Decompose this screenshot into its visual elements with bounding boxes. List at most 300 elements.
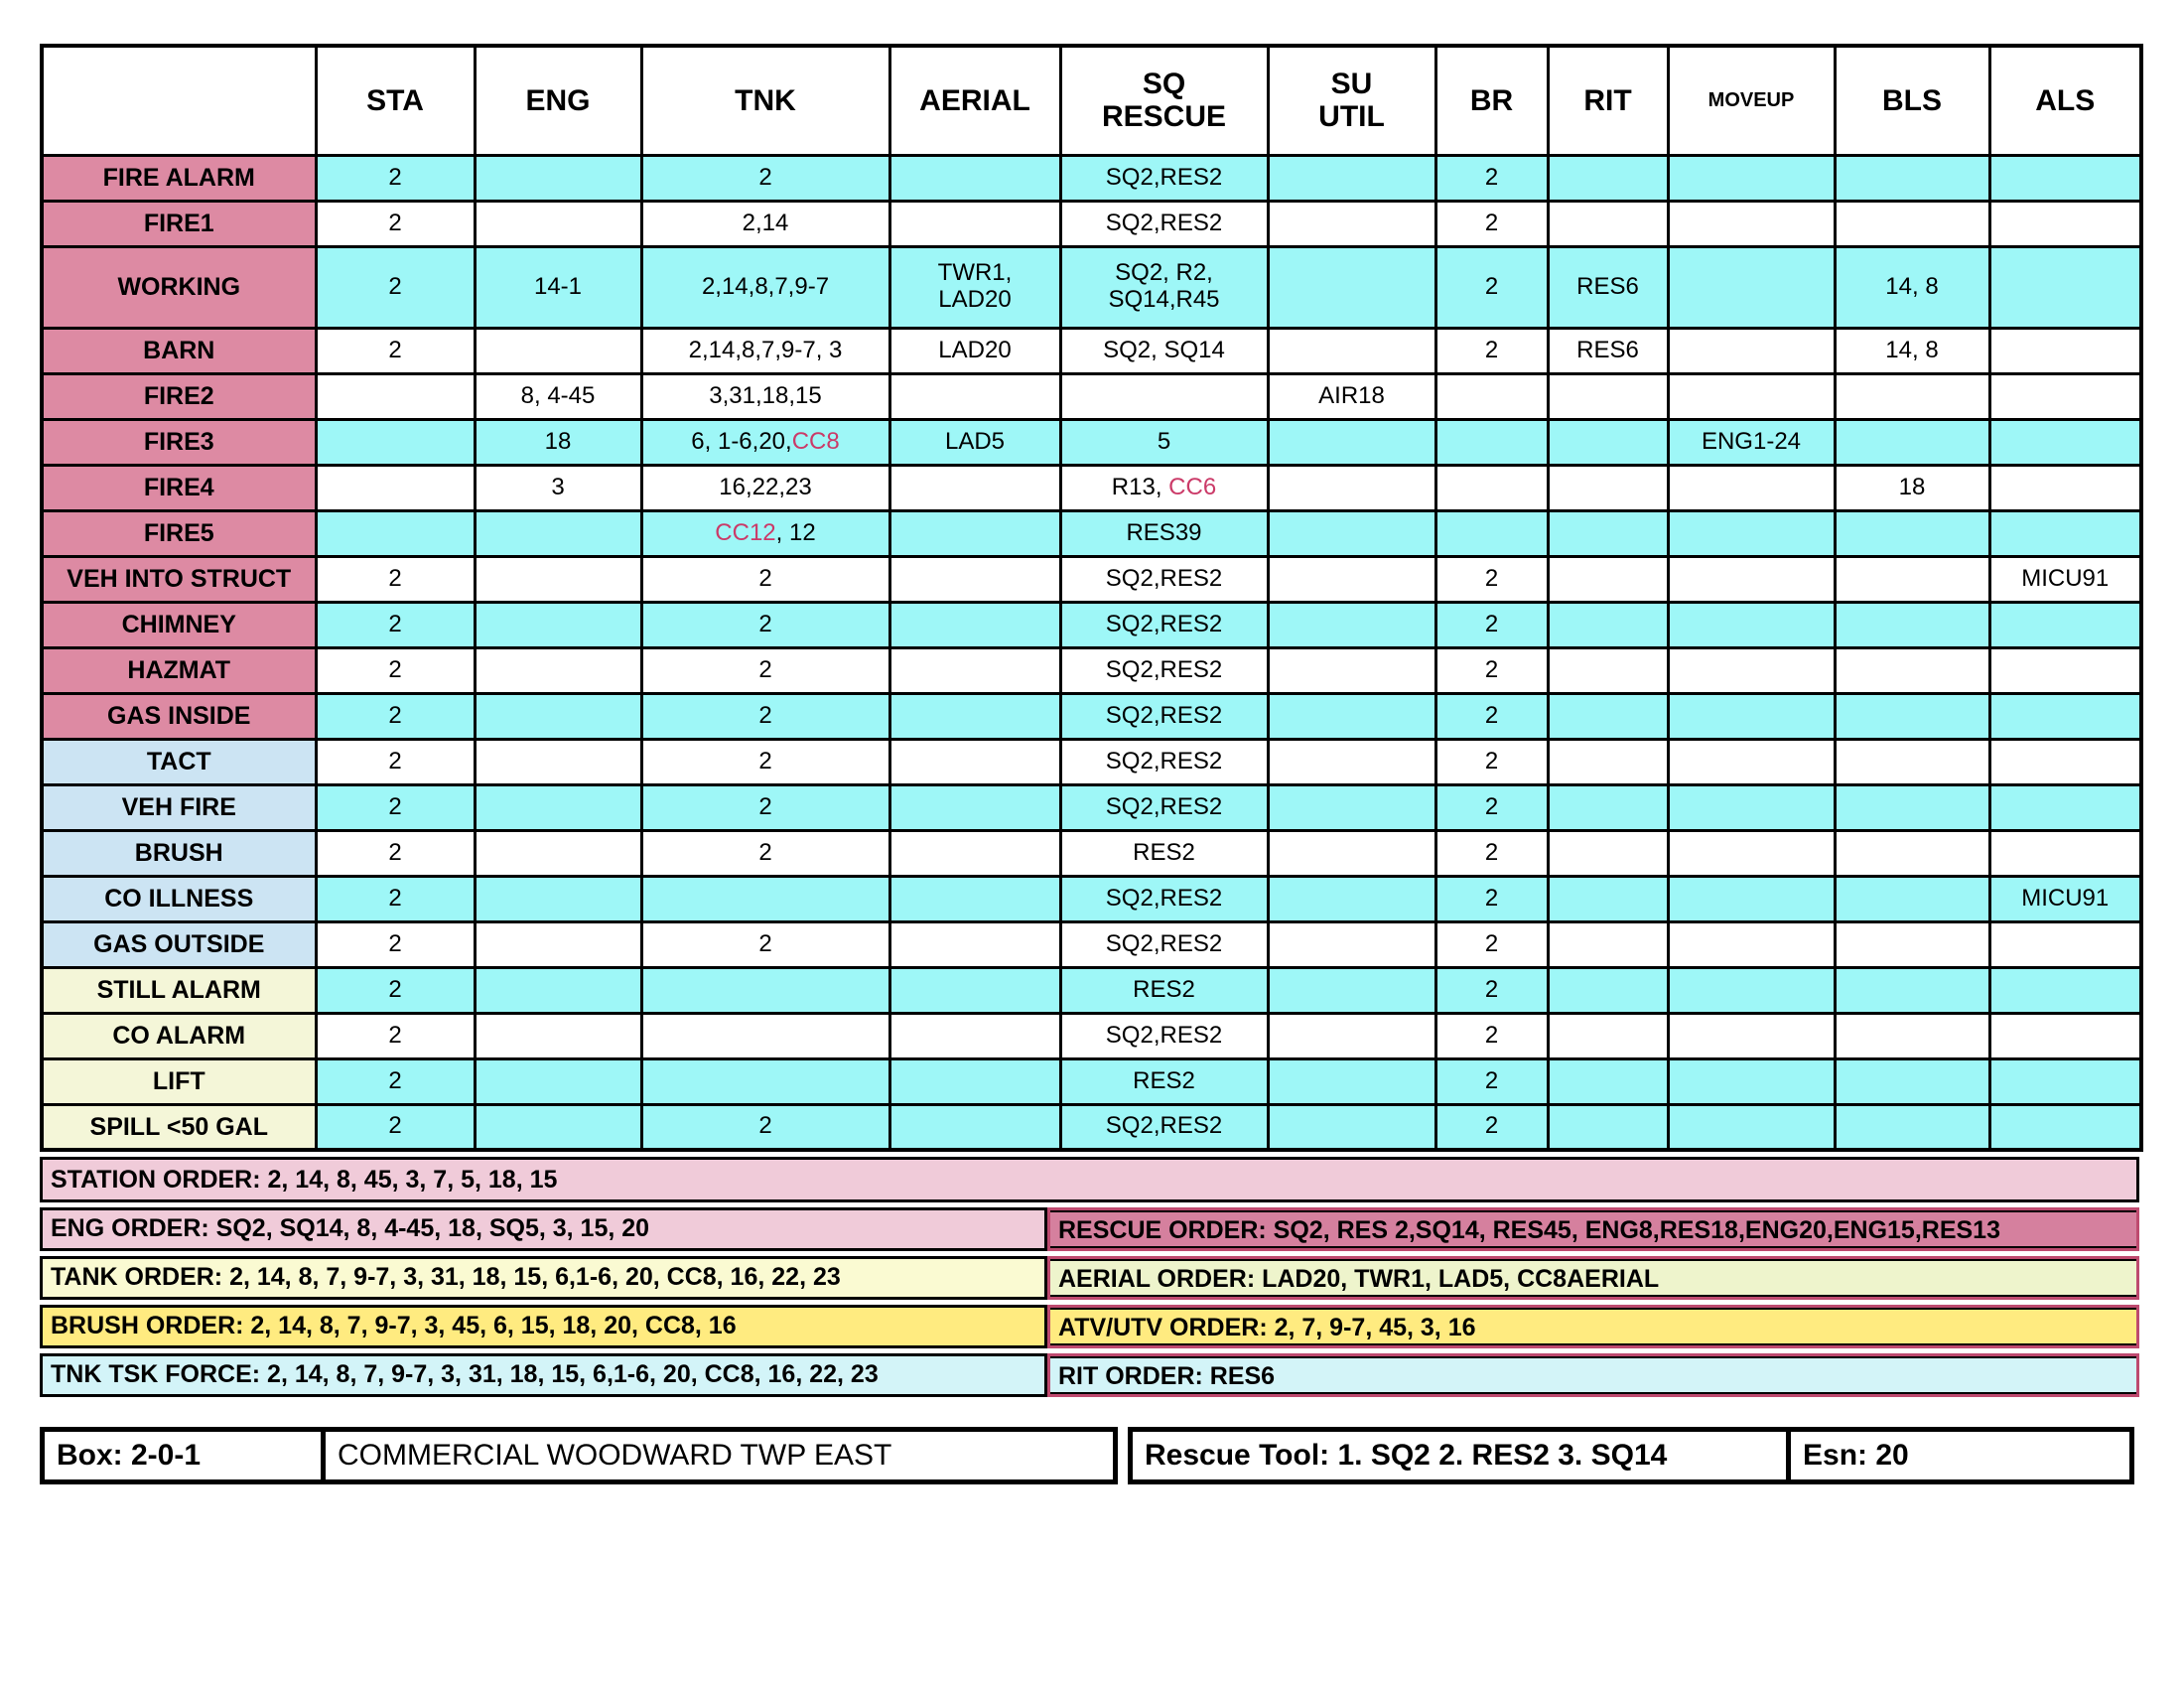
grid-cell xyxy=(1268,739,1435,784)
grid-cell: 2 xyxy=(1435,1013,1548,1058)
grid-cell: ENG1-24 xyxy=(1668,419,1835,465)
accent-unit-text: CC8 xyxy=(791,427,840,455)
grid-cell xyxy=(1668,921,1835,967)
grid-cell: 2 xyxy=(316,647,475,693)
grid-cell: 5 xyxy=(1060,419,1268,465)
grid-cell xyxy=(889,1058,1060,1104)
grid-cell: SQ2,RES2 xyxy=(1060,647,1268,693)
grid-cell xyxy=(1989,328,2141,373)
table-row xyxy=(42,155,2141,201)
grid-cell xyxy=(1835,1058,1989,1104)
row-label: STILL ALARM xyxy=(42,967,316,1013)
grid-cell: 2 xyxy=(1435,602,1548,647)
grid-cell xyxy=(475,784,641,830)
grid-cell xyxy=(1989,465,2141,510)
grid-cell xyxy=(1835,784,1989,830)
grid-cell: MICU91 xyxy=(1989,876,2141,921)
grid-cell: 2 xyxy=(1435,246,1548,328)
grid-cell xyxy=(641,967,889,1013)
column-header-eng: ENG xyxy=(475,46,641,155)
grid-cell: 14-1 xyxy=(475,246,641,328)
grid-cell: 2 xyxy=(1435,739,1548,784)
runcard-table xyxy=(40,44,2143,1152)
grid-cell xyxy=(475,1104,641,1150)
table-row xyxy=(42,967,2141,1013)
grid-cell xyxy=(1835,921,1989,967)
grid-cell: 2 xyxy=(641,1104,889,1150)
grid-cell xyxy=(1268,1104,1435,1150)
grid-cell xyxy=(1835,739,1989,784)
grid-cell xyxy=(641,876,889,921)
grid-cell: 2 xyxy=(316,693,475,739)
row-label: CO ALARM xyxy=(42,1013,316,1058)
order-row: ENG ORDER: SQ2, SQ14, 8, 4-45, 18, SQ5, 3, 15, 20 xyxy=(40,1207,1047,1251)
grid-cell xyxy=(1548,155,1668,201)
grid-cell xyxy=(475,876,641,921)
grid-cell xyxy=(889,465,1060,510)
grid-cell xyxy=(475,556,641,602)
row-label: FIRE1 xyxy=(42,201,316,246)
grid-cell: 2 xyxy=(1435,201,1548,246)
grid-cell: RES6 xyxy=(1548,328,1668,373)
table-row xyxy=(42,693,2141,739)
grid-cell xyxy=(475,647,641,693)
unit-text: R13, xyxy=(1111,473,1169,500)
grid-cell xyxy=(1268,465,1435,510)
grid-cell xyxy=(1989,1013,2141,1058)
grid-cell xyxy=(1668,876,1835,921)
grid-cell xyxy=(1835,1104,1989,1150)
grid-cell xyxy=(1268,328,1435,373)
table-row xyxy=(42,465,2141,510)
grid-cell xyxy=(1668,373,1835,419)
orders-section xyxy=(40,1202,2139,1397)
grid-cell xyxy=(1668,1013,1835,1058)
grid-cell xyxy=(1268,876,1435,921)
table-row xyxy=(42,201,2141,246)
grid-cell: 2 xyxy=(1435,1058,1548,1104)
grid-cell: 2 xyxy=(1435,830,1548,876)
grid-cell xyxy=(1548,1058,1668,1104)
grid-cell: SQ2,RES2 xyxy=(1060,1013,1268,1058)
column-header-bls: BLS xyxy=(1835,46,1989,155)
grid-cell: RES2 xyxy=(1060,830,1268,876)
grid-cell: SQ2,RES2 xyxy=(1060,556,1268,602)
table-row xyxy=(42,830,2141,876)
grid-cell: 16,22,23 xyxy=(641,465,889,510)
column-header-sq-rescue: SQ RESCUE xyxy=(1060,46,1268,155)
grid-cell xyxy=(475,693,641,739)
table-header xyxy=(42,46,2141,155)
grid-cell: SQ2,RES2 xyxy=(1060,602,1268,647)
grid-cell: 2 xyxy=(316,876,475,921)
grid-cell xyxy=(1668,201,1835,246)
grid-cell xyxy=(889,876,1060,921)
grid-cell xyxy=(1548,510,1668,556)
grid-cell: SQ2, SQ14 xyxy=(1060,328,1268,373)
grid-cell xyxy=(889,510,1060,556)
row-label: FIRE2 xyxy=(42,373,316,419)
grid-cell xyxy=(889,739,1060,784)
grid-cell: 8, 4-45 xyxy=(475,373,641,419)
table-row xyxy=(42,328,2141,373)
grid-cell: 2 xyxy=(1435,556,1548,602)
row-label: CO ILLNESS xyxy=(42,876,316,921)
rescue-tool-order: Rescue Tool: 1. SQ2 2. RES2 3. SQ14 xyxy=(1128,1427,1791,1484)
grid-cell: 2,14,8,7,9-7, 3 xyxy=(641,328,889,373)
grid-cell: MICU91 xyxy=(1989,556,2141,602)
grid-cell: 2 xyxy=(316,155,475,201)
grid-cell xyxy=(1989,419,2141,465)
grid-cell xyxy=(1668,328,1835,373)
grid-cell xyxy=(1989,830,2141,876)
row-label: GAS INSIDE xyxy=(42,693,316,739)
grid-cell xyxy=(1835,967,1989,1013)
grid-cell xyxy=(1668,647,1835,693)
table-row xyxy=(42,647,2141,693)
order-row: ATV/UTV ORDER: 2, 7, 9-7, 45, 3, 16 xyxy=(1047,1305,2139,1348)
grid-cell xyxy=(475,1013,641,1058)
grid-cell xyxy=(1989,693,2141,739)
column-header-sta: STA xyxy=(316,46,475,155)
grid-cell xyxy=(1435,465,1548,510)
accent-unit-text: CC6 xyxy=(1168,473,1217,500)
grid-cell xyxy=(1548,465,1668,510)
table-body xyxy=(42,155,2141,1150)
grid-cell: 2 xyxy=(1435,693,1548,739)
grid-cell: 2 xyxy=(316,739,475,784)
row-label: CHIMNEY xyxy=(42,602,316,647)
grid-cell xyxy=(1989,739,2141,784)
grid-cell xyxy=(1060,465,1268,510)
grid-cell: 2 xyxy=(641,830,889,876)
grid-cell xyxy=(1668,510,1835,556)
grid-cell: 2,14,8,7,9-7 xyxy=(641,246,889,328)
grid-cell xyxy=(1835,419,1989,465)
grid-cell: RES2 xyxy=(1060,1058,1268,1104)
grid-cell xyxy=(316,419,475,465)
grid-cell: 2 xyxy=(1435,784,1548,830)
grid-cell: 2 xyxy=(1435,876,1548,921)
grid-cell xyxy=(1548,201,1668,246)
grid-cell xyxy=(1268,246,1435,328)
order-row: RESCUE ORDER: SQ2, RES 2,SQ14, RES45, ENG8,RES18,ENG20,ENG15,RES13 xyxy=(1047,1207,2139,1251)
order-row: TANK ORDER: 2, 14, 8, 7, 9-7, 3, 31, 18, 15, 6,1-6, 20, CC8, 16, 22, 23 xyxy=(40,1256,1047,1300)
grid-cell xyxy=(1548,784,1668,830)
grid-cell xyxy=(1835,201,1989,246)
grid-cell: 2 xyxy=(641,647,889,693)
grid-cell: 2 xyxy=(316,201,475,246)
grid-cell xyxy=(1060,373,1268,419)
corner-cell xyxy=(42,46,316,155)
station-order-text: STATION ORDER: 2, 14, 8, 45, 3, 7, 5, 18, 15 xyxy=(51,1166,558,1194)
grid-cell xyxy=(1548,830,1668,876)
grid-cell: RES6 xyxy=(1548,246,1668,328)
grid-cell xyxy=(1268,510,1435,556)
grid-cell xyxy=(475,510,641,556)
grid-cell: 2 xyxy=(1435,1104,1548,1150)
grid-cell: 18 xyxy=(475,419,641,465)
grid-cell xyxy=(475,830,641,876)
column-header-als: ALS xyxy=(1989,46,2141,155)
grid-cell: 2 xyxy=(1435,647,1548,693)
grid-cell: TWR1, LAD20 xyxy=(889,246,1060,328)
grid-cell xyxy=(1548,876,1668,921)
row-label: LIFT xyxy=(42,1058,316,1104)
grid-cell: 2 xyxy=(316,921,475,967)
grid-cell xyxy=(1668,693,1835,739)
grid-cell: LAD20 xyxy=(889,328,1060,373)
grid-cell xyxy=(1548,921,1668,967)
grid-cell xyxy=(641,1058,889,1104)
accent-unit-text: CC12 xyxy=(715,518,776,546)
grid-cell xyxy=(1989,967,2141,1013)
grid-cell xyxy=(475,328,641,373)
grid-cell xyxy=(1668,465,1835,510)
grid-cell xyxy=(1268,784,1435,830)
grid-cell xyxy=(1668,784,1835,830)
order-row: TNK TSK FORCE: 2, 14, 8, 7, 9-7, 3, 31, 18, 15, 6,1-6, 20, CC8, 16, 22, 23 xyxy=(40,1353,1047,1397)
grid-cell xyxy=(1268,921,1435,967)
grid-cell xyxy=(475,967,641,1013)
grid-cell: SQ2, R2, SQ14,R45 xyxy=(1060,246,1268,328)
grid-cell: 14, 8 xyxy=(1835,328,1989,373)
order-row: BRUSH ORDER: 2, 14, 8, 7, 9-7, 3, 45, 6, 15, 18, 20, CC8, 16 xyxy=(40,1305,1047,1348)
grid-cell: SQ2,RES2 xyxy=(1060,1104,1268,1150)
grid-cell: 2 xyxy=(1435,328,1548,373)
grid-cell xyxy=(1835,373,1989,419)
row-label: FIRE ALARM xyxy=(42,155,316,201)
column-header-tnk: TNK xyxy=(641,46,889,155)
grid-cell: 2 xyxy=(316,1013,475,1058)
grid-cell xyxy=(1668,1058,1835,1104)
grid-cell xyxy=(1835,556,1989,602)
grid-cell: 18 xyxy=(1835,465,1989,510)
grid-cell: 2 xyxy=(316,556,475,602)
grid-cell xyxy=(1668,830,1835,876)
row-label: FIRE5 xyxy=(42,510,316,556)
grid-cell: 2 xyxy=(641,602,889,647)
unit-text: , 12 xyxy=(775,518,816,546)
row-label: BARN xyxy=(42,328,316,373)
grid-cell xyxy=(316,373,475,419)
order-row: RIT ORDER: RES6 xyxy=(1047,1353,2139,1397)
grid-cell xyxy=(475,155,641,201)
grid-cell xyxy=(1989,921,2141,967)
grid-cell xyxy=(641,1013,889,1058)
table-row xyxy=(42,1013,2141,1058)
table-row xyxy=(42,602,2141,647)
table-row xyxy=(42,246,2141,328)
grid-cell xyxy=(889,830,1060,876)
grid-cell: 2,14 xyxy=(641,201,889,246)
grid-cell xyxy=(889,1013,1060,1058)
grid-cell: SQ2,RES2 xyxy=(1060,155,1268,201)
column-header-moveup: MOVEUP xyxy=(1668,46,1835,155)
grid-cell xyxy=(1548,602,1668,647)
grid-cell xyxy=(1668,602,1835,647)
esn-number: Esn: 20 xyxy=(1786,1427,2134,1484)
table-row xyxy=(42,373,2141,419)
grid-cell xyxy=(1435,419,1548,465)
grid-cell xyxy=(1989,201,2141,246)
grid-cell: 2 xyxy=(641,921,889,967)
grid-cell xyxy=(1989,246,2141,328)
grid-cell xyxy=(1268,1058,1435,1104)
grid-cell xyxy=(889,602,1060,647)
grid-cell: SQ2,RES2 xyxy=(1060,201,1268,246)
grid-cell: SQ2,RES2 xyxy=(1060,693,1268,739)
grid-cell xyxy=(1989,510,2141,556)
grid-cell: 2 xyxy=(316,246,475,328)
grid-cell xyxy=(1548,1104,1668,1150)
grid-cell: SQ2,RES2 xyxy=(1060,921,1268,967)
table-row xyxy=(42,739,2141,784)
grid-cell xyxy=(316,510,475,556)
grid-cell xyxy=(1835,1013,1989,1058)
grid-cell xyxy=(1989,647,2141,693)
grid-cell: 2 xyxy=(1435,921,1548,967)
grid-cell xyxy=(1835,647,1989,693)
box-location: COMMERCIAL WOODWARD TWP EAST xyxy=(321,1427,1118,1484)
orders-right-column xyxy=(1047,1202,2139,1397)
column-header-aerial: AERIAL xyxy=(889,46,1060,155)
grid-cell xyxy=(1268,419,1435,465)
grid-cell xyxy=(475,602,641,647)
grid-cell: 2 xyxy=(641,784,889,830)
grid-cell xyxy=(889,967,1060,1013)
grid-cell: RES39 xyxy=(1060,510,1268,556)
grid-cell xyxy=(1668,1104,1835,1150)
grid-cell xyxy=(1268,602,1435,647)
grid-cell: 3 xyxy=(475,465,641,510)
box-number: Box: 2-0-1 xyxy=(40,1427,326,1484)
grid-cell: 2 xyxy=(316,1058,475,1104)
grid-cell xyxy=(1989,373,2141,419)
grid-cell: SQ2,RES2 xyxy=(1060,876,1268,921)
grid-cell xyxy=(1548,419,1668,465)
row-label: TACT xyxy=(42,739,316,784)
grid-cell: 2 xyxy=(316,1104,475,1150)
row-label: SPILL <50 GAL xyxy=(42,1104,316,1150)
grid-cell xyxy=(889,784,1060,830)
row-label: GAS OUTSIDE xyxy=(42,921,316,967)
grid-cell xyxy=(1268,201,1435,246)
grid-cell xyxy=(889,693,1060,739)
grid-cell xyxy=(889,373,1060,419)
grid-cell: 2 xyxy=(1435,155,1548,201)
grid-cell xyxy=(1989,1104,2141,1150)
grid-cell xyxy=(1835,155,1989,201)
table-row xyxy=(42,556,2141,602)
row-label: WORKING xyxy=(42,246,316,328)
grid-cell xyxy=(1835,693,1989,739)
grid-cell xyxy=(475,1058,641,1104)
grid-cell: 2 xyxy=(316,967,475,1013)
grid-cell xyxy=(1668,246,1835,328)
column-header-su-util: SU UTIL xyxy=(1268,46,1435,155)
grid-cell: 2 xyxy=(316,830,475,876)
grid-cell xyxy=(889,155,1060,201)
grid-cell xyxy=(889,647,1060,693)
station-order-row xyxy=(40,1157,2139,1202)
order-row: AERIAL ORDER: LAD20, TWR1, LAD5, CC8AERIAL xyxy=(1047,1256,2139,1300)
grid-cell xyxy=(1835,510,1989,556)
grid-cell xyxy=(1435,510,1548,556)
grid-cell xyxy=(1835,602,1989,647)
grid-cell xyxy=(475,739,641,784)
table-row xyxy=(42,876,2141,921)
grid-cell xyxy=(1668,556,1835,602)
grid-cell xyxy=(889,201,1060,246)
grid-cell xyxy=(1548,693,1668,739)
grid-cell xyxy=(1548,967,1668,1013)
grid-cell xyxy=(1268,693,1435,739)
row-label: HAZMAT xyxy=(42,647,316,693)
grid-cell xyxy=(1548,647,1668,693)
grid-cell: LAD5 xyxy=(889,419,1060,465)
table-row xyxy=(42,921,2141,967)
grid-cell: 2 xyxy=(316,784,475,830)
grid-cell: 2 xyxy=(1435,967,1548,1013)
grid-cell xyxy=(641,419,889,465)
grid-cell xyxy=(889,1104,1060,1150)
grid-cell xyxy=(1435,373,1548,419)
grid-cell xyxy=(1989,784,2141,830)
grid-cell xyxy=(1268,1013,1435,1058)
grid-cell xyxy=(1548,373,1668,419)
column-header-rit: RIT xyxy=(1548,46,1668,155)
row-label: FIRE3 xyxy=(42,419,316,465)
grid-cell xyxy=(1668,155,1835,201)
grid-cell xyxy=(1835,876,1989,921)
row-label: BRUSH xyxy=(42,830,316,876)
unit-text: 6, 1-6,20, xyxy=(691,427,792,455)
grid-cell xyxy=(1668,967,1835,1013)
grid-cell: 14, 8 xyxy=(1835,246,1989,328)
grid-cell xyxy=(475,921,641,967)
grid-cell: 2 xyxy=(316,328,475,373)
grid-cell xyxy=(1548,739,1668,784)
grid-cell xyxy=(316,465,475,510)
grid-cell xyxy=(1268,647,1435,693)
grid-cell xyxy=(1268,967,1435,1013)
grid-cell: 2 xyxy=(316,602,475,647)
grid-cell xyxy=(475,201,641,246)
table-row xyxy=(42,784,2141,830)
grid-cell xyxy=(1268,155,1435,201)
grid-cell xyxy=(1835,830,1989,876)
table-row xyxy=(42,1104,2141,1150)
grid-cell: 2 xyxy=(641,155,889,201)
table-row xyxy=(42,419,2141,465)
grid-cell xyxy=(641,510,889,556)
grid-cell: SQ2,RES2 xyxy=(1060,784,1268,830)
grid-cell: SQ2,RES2 xyxy=(1060,739,1268,784)
grid-cell: RES2 xyxy=(1060,967,1268,1013)
row-label: FIRE4 xyxy=(42,465,316,510)
grid-cell xyxy=(889,556,1060,602)
row-label: VEH INTO STRUCT xyxy=(42,556,316,602)
table-row xyxy=(42,1058,2141,1104)
grid-cell: 2 xyxy=(641,556,889,602)
grid-cell xyxy=(1989,155,2141,201)
grid-cell xyxy=(1268,830,1435,876)
column-header-br: BR xyxy=(1435,46,1548,155)
grid-cell xyxy=(1668,739,1835,784)
grid-cell xyxy=(1989,602,2141,647)
grid-cell xyxy=(1268,556,1435,602)
